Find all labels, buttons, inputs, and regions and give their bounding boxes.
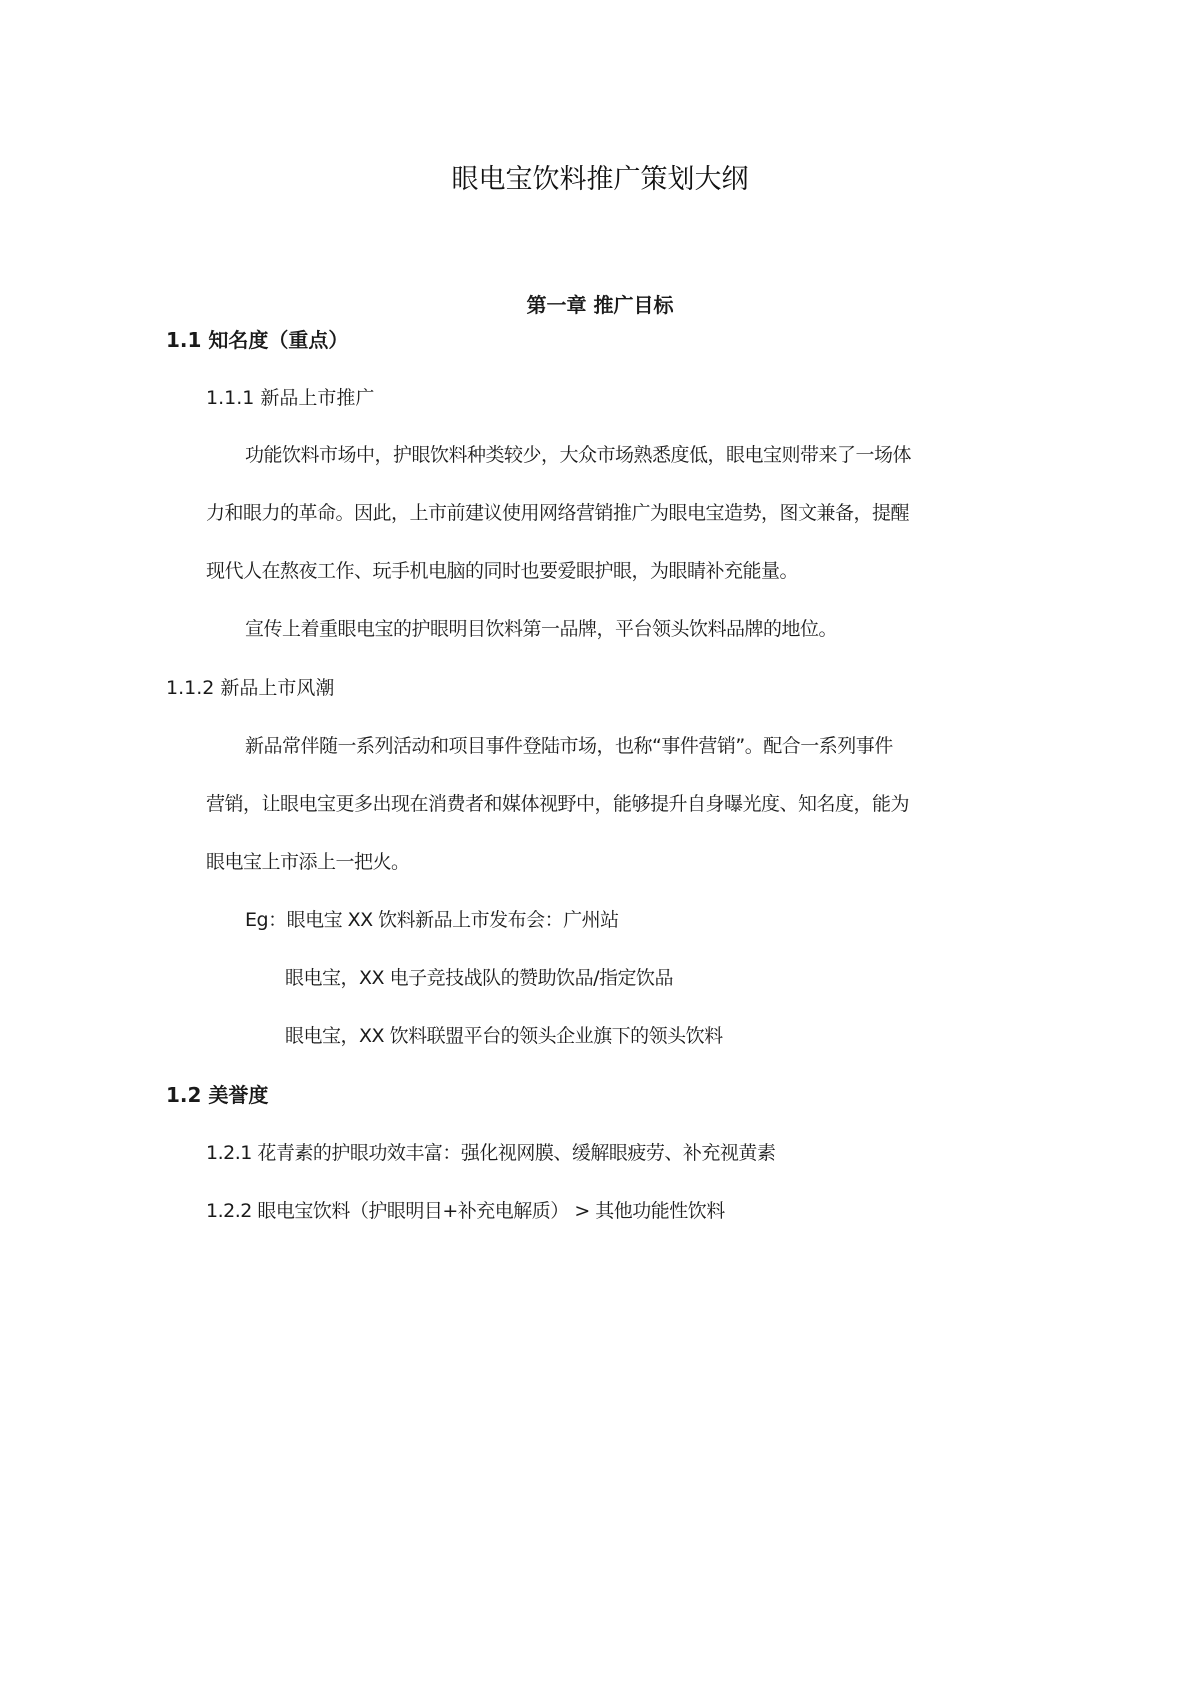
paragraph-line: 现代人在熬夜工作、玩手机电脑的同时也要爱眼护眼，为眼睛补充能量。 [206, 560, 799, 582]
paragraph-line: 营销，让眼电宝更多出现在消费者和媒体视野中，能够提升自身曝光度、知名度，能为 [206, 793, 910, 815]
paragraph-line: 功能饮料市场中，护眼饮料种类较少，大众市场熟悉度低，眼电宝则带来了一场体 [245, 444, 912, 466]
list-item: 1.2.1 花青素的护眼功效丰富：强化视网膜、缓解眼疲劳、补充视黄素 [206, 1142, 776, 1164]
paragraph-line: 力和眼力的革命。因此，上市前建议使用网络营销推广为眼电宝造势，图文兼备，提醒 [206, 502, 910, 524]
paragraph-line: 新品常伴随一系列活动和项目事件登陆市场，也称“事件营销”。配合一系列事件 [245, 735, 893, 757]
subsection-heading-1-1-1: 1.1.1 新品上市推广 [206, 387, 375, 409]
chapter-heading: 第一章 推广目标 [526, 293, 674, 317]
document-title: 眼电宝饮料推广策划大纲 [451, 164, 749, 195]
section-heading-1-1: 1.1 知名度（重点） [166, 328, 349, 352]
example-line: 眼电宝，XX 电子竞技战队的赞助饮品/指定饮品 [285, 967, 673, 989]
example-line: 眼电宝，XX 饮料联盟平台的领头企业旗下的领头饮料 [285, 1025, 723, 1047]
paragraph-line: 宣传上着重眼电宝的护眼明目饮料第一品牌，平台领头饮料品牌的地位。 [245, 618, 838, 640]
list-item: 1.2.2 眼电宝饮料（护眼明目+补充电解质） > 其他功能性饮料 [206, 1200, 725, 1222]
example-line: Eg：眼电宝 XX 饮料新品上市发布会：广州站 [245, 909, 619, 931]
paragraph-line: 眼电宝上市添上一把火。 [206, 851, 410, 873]
subsection-heading-1-1-2: 1.1.2 新品上市风潮 [166, 677, 335, 699]
section-heading-1-2: 1.2 美誉度 [166, 1083, 269, 1107]
